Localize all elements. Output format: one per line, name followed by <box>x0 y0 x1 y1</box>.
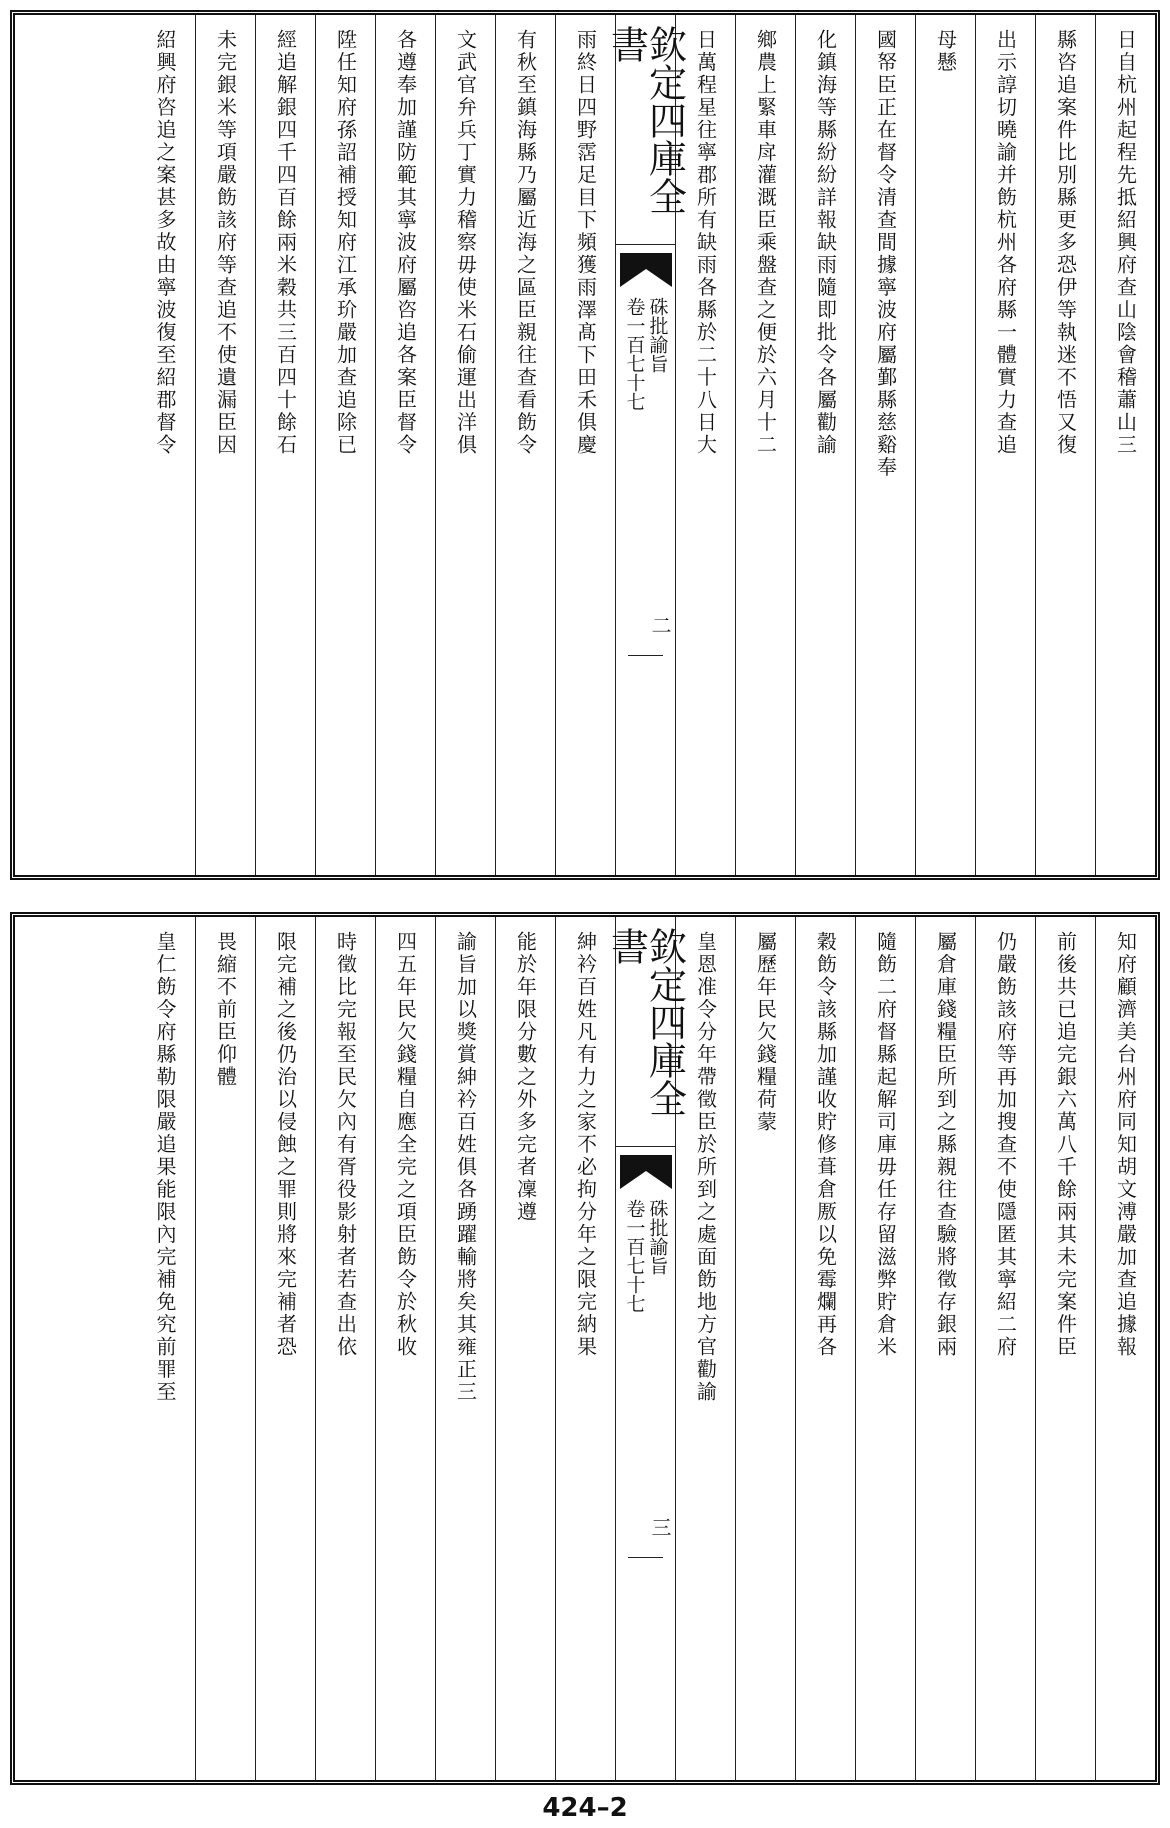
text-column: 出示諄切曉諭并飭杭州各府縣一體實力查追 <box>975 15 1035 875</box>
text-column: 日萬程星往寧郡所有缺雨各縣於二十八日大 <box>675 15 735 875</box>
fish-tail-mark <box>620 1155 672 1189</box>
page-number: 二 <box>648 615 672 635</box>
text-column: 隨飭二府督縣起解司庫毋任存留滋弊貯倉米 <box>855 917 915 1780</box>
volume-subtitle: 硃批諭旨 卷一百七十七 <box>623 1199 669 1313</box>
text-column: 皇仁飭令府縣勒限嚴追果能限內完補免究前罪至 <box>153 931 177 1404</box>
volume-subtitle: 硃批諭旨 卷一百七十七 <box>623 297 669 411</box>
text-column: 紹興府咨追之案甚多故由寧波復至紹郡督令 <box>153 29 177 457</box>
bottom-columns <box>15 917 1155 1780</box>
text-column: 知府顧濟美台州府同知胡文溥嚴加查追據報 <box>1095 917 1155 1780</box>
text-column: 各遵奉加謹防範其寧波府屬咨追各案臣督令 <box>375 15 435 875</box>
page-number-rule <box>628 1557 663 1558</box>
text-column: 紳衿百姓凡有力之家不必拘分年之限完納果 <box>555 917 615 1780</box>
text-column: 能於年限分數之外多完者凜遵 <box>495 917 555 1780</box>
text-column: 文武官弁兵丁實力稽察毋使米石偷運出洋俱 <box>435 15 495 875</box>
text-column: 限完補之後仍治以侵蝕之罪則將來完補者恐 <box>255 917 315 1780</box>
page-gutter <box>604 15 687 875</box>
text-column: 經追解銀四千四百餘兩米穀共三百四十餘石 <box>255 15 315 875</box>
page-gutter <box>604 917 687 1780</box>
text-column: 屬歷年民欠錢糧荷蒙 <box>735 917 795 1780</box>
book-title: 欽定四庫全書 <box>616 917 675 1147</box>
page-number-rule <box>628 655 663 656</box>
text-column: 皇恩准令分年帶徵臣於所到之處面飭地方官勸諭 <box>675 917 735 1780</box>
text-column: 穀飭令該縣加謹收貯修葺倉厫以免霉爛再各 <box>795 917 855 1780</box>
text-column: 有秋至鎮海縣乃屬近海之區臣親往查看飭令 <box>495 15 555 875</box>
fish-tail-mark <box>620 253 672 287</box>
text-column: 仍嚴飭該府等再加搜查不使隱匿其寧紹二府 <box>975 917 1035 1780</box>
text-column: 時徵比完報至民欠內有胥役影射者若查出依 <box>315 917 375 1780</box>
top-page <box>10 10 1160 880</box>
bottom-page <box>10 912 1160 1785</box>
text-column: 未完銀米等項嚴飭該府等查追不使遺漏臣因 <box>195 15 255 875</box>
text-column: 縣咨追案件比別縣更多恐伊等執迷不悟又復 <box>1035 15 1095 875</box>
page-id-footer: 424–2 <box>542 1793 628 1823</box>
text-column: 日自杭州起程先抵紹興府查山陰會稽蕭山三 <box>1095 15 1155 875</box>
text-column: 國帑臣正在督令清查間據寧波府屬鄞縣慈谿奉 <box>855 15 915 875</box>
text-column: 陞任知府孫詔補授知府江承玠嚴加查追除已 <box>315 15 375 875</box>
top-columns <box>15 15 1155 875</box>
text-column: 前後共已追完銀六萬八千餘兩其未完案件臣 <box>1035 917 1095 1780</box>
text-column: 母懸 <box>915 15 975 875</box>
text-column: 化鎮海等縣紛紛詳報缺雨隨即批令各屬勸諭 <box>795 15 855 875</box>
text-column: 諭旨加以獎賞紳衿百姓俱各踴躍輸將矣其雍正三 <box>435 917 495 1780</box>
text-column: 四五年民欠錢糧自應全完之項臣飭令於秋收 <box>375 917 435 1780</box>
text-column: 畏縮不前臣仰體 <box>195 917 255 1780</box>
text-column: 屬倉庫錢糧臣所到之縣親往查驗將徵存銀兩 <box>915 917 975 1780</box>
text-column: 鄉農上緊車戽灌溉臣乘盤查之便於六月十二 <box>735 15 795 875</box>
page-number: 三 <box>648 1517 672 1537</box>
book-title: 欽定四庫全書 <box>616 15 675 245</box>
text-column: 雨終日四野霑足目下頻獲雨澤髙下田禾俱慶 <box>555 15 615 875</box>
